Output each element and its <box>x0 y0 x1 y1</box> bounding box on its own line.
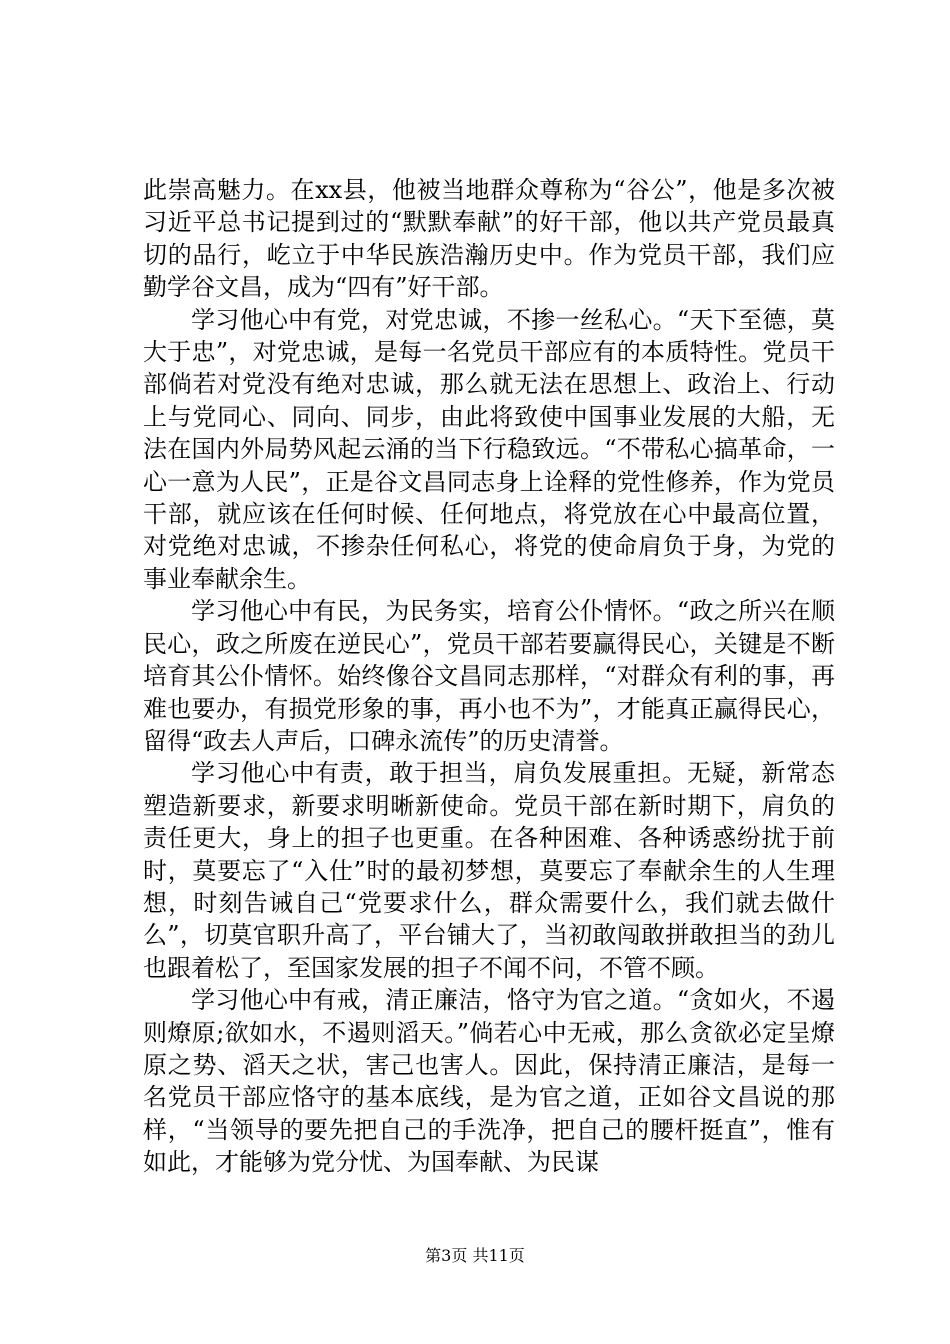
paragraph-integrity: 学习他心中有戒，清正廉洁，恪守为官之道。“贪如火，不遏则燎原;欲如水，不遏则滔天。”倘若心中无戒，那么贪欲必定呈燎原之势、滔天之状，害己也害人。因此，保持清正廉洁，是每一名党员干部应恪守的基本底线，是为官之道，正如谷文昌说的那样，“当领导的要先把自己的手洗净，把自己的腰杆挺直”，惟有如此，才能够为党分忧、为国奉献、为民谋 <box>143 986 835 1177</box>
paragraph-continuation: 此崇高魅力。在xx县，他被当地群众尊称为“谷公”，他是多次被习近平总书记提到过的“默默奉献”的好干部，他以共产党员最真切的品行，屹立于中华民族浩瀚历史中。作为党员干部，我们应勤学谷文昌，成为“四有”好干部。 <box>143 176 835 302</box>
paragraph-people: 学习他心中有民，为民务实，培育公仆情怀。“政之所兴在顺民心，政之所废在逆民心”，党员干部若要赢得民心，关键是不断培育其公仆情怀。始终像谷文昌同志那样，“对群众有利的事，再难也要办，有损党形象的事，再小也不为”，才能真正赢得民心，留得“政去人声后，口碑永流传”的历史清誉。 <box>143 597 835 755</box>
paragraph-responsibility: 学习他心中有责，敢于担当，肩负发展重担。无疑，新常态塑造新要求，新要求明晰新使命。党员干部在新时期下，肩负的责任更大，身上的担子也更重。在各种困难、各种诱惑纷扰于前时，莫要忘了“入仕”时的最初梦想，莫要忘了奉献余生的人生理想，时刻告诫自己“党要求什么，群众需要什么，我们就去做什么”，切莫官职升高了，平台铺大了，当初敢闯敢拼敢担当的劲儿也跟着松了，至国家发展的担子不闻不问，不管不顾。 <box>143 759 835 982</box>
paragraph-loyalty: 学习他心中有党，对党忠诚，不掺一丝私心。“天下至德，莫大于忠”，对党忠诚，是每一名党员干部应有的本质特性。党员干部倘若对党没有绝对忠诚，那么就无法在思想上、政治上、行动上与党同心、同向、同步，由此将致使中国事业发展的大船，无法在国内外局势风起云涌的当下行稳致远。“不带私心搞革命，一心一意为人民”，正是谷文昌同志身上诠释的党性修养，作为党员干部，就应该在任何时候、任何地点，将党放在心中最高位置，对党绝对忠诚，不掺杂任何私心，将党的使命肩负于身，为党的事业奉献余生。 <box>143 305 835 593</box>
page-number-footer: 第3页 共11页 <box>425 1246 525 1265</box>
document-body <box>143 174 835 1179</box>
